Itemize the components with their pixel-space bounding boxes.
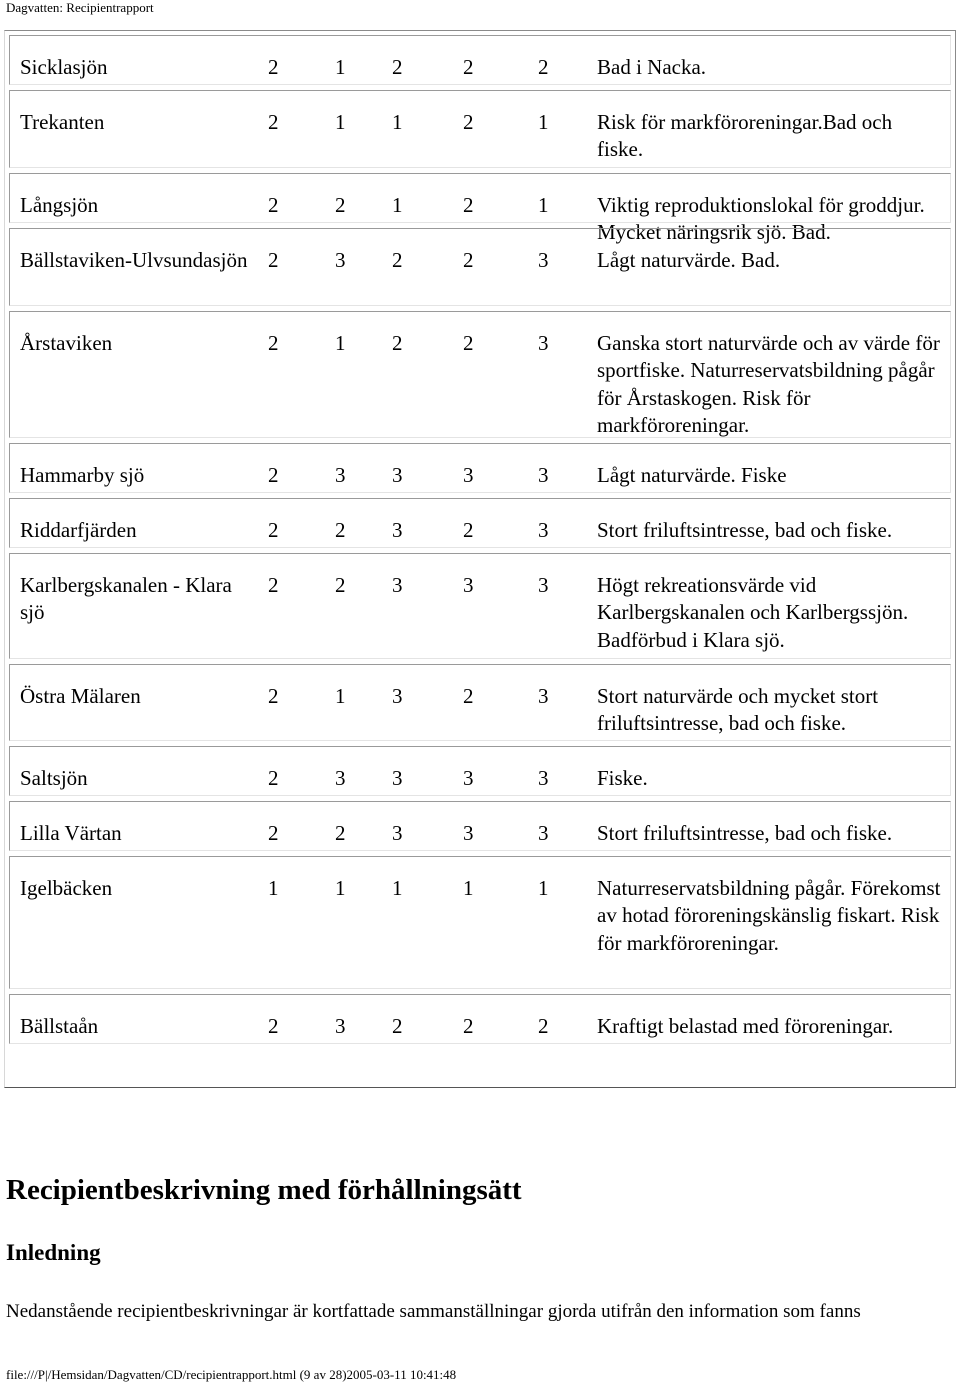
recipient-comment: Stort naturvärde och mycket stort friluftsintresse, bad och fiske. (597, 684, 879, 736)
recipient-comment: Lågt naturvärde. Bad. (597, 248, 781, 272)
recipient-name: Karlbergskanalen - Klara sjö (20, 573, 232, 625)
rating-value: 1 (538, 110, 549, 134)
rating-value: 3 (463, 573, 474, 597)
window-title: Dagvatten: Recipientrapport (6, 0, 154, 15)
rating-value: 3 (538, 518, 549, 542)
recipient-comment: Fiske. (597, 766, 648, 790)
rating-value: 2 (268, 684, 279, 708)
rating-value: 2 (538, 55, 549, 79)
rating-value: 1 (335, 684, 346, 708)
subheading: Inledning (6, 1240, 101, 1265)
table-row (5, 35, 955, 85)
recipient-comment: Stort friluftsintresse, bad och fiske. (597, 821, 893, 845)
recipient-name: Bällstaån (20, 1014, 99, 1038)
rating-value: 2 (268, 518, 279, 542)
rating-value: 3 (538, 331, 549, 355)
rating-value: 1 (463, 876, 474, 900)
table-row (5, 228, 955, 306)
footer-file-path: file:///P|/Hemsidan/Dagvatten/CD/recipientrapport.html (9 av 28)2005-03-11 10:41:48 (6, 1367, 457, 1382)
rating-value: 2 (268, 331, 279, 355)
rating-value: 2 (392, 248, 403, 272)
table-row (5, 994, 955, 1044)
rating-value: 1 (392, 110, 403, 134)
table-row (5, 443, 955, 493)
rating-value: 1 (268, 876, 279, 900)
recipient-comment: Risk för markföroreningar.Bad och fiske. (597, 110, 893, 162)
rating-value: 3 (392, 573, 403, 597)
rating-value: 3 (335, 766, 346, 790)
recipient-comment: Viktig reproduktionslokal för groddjur. Mycket näringsrik sjö. Bad. (597, 193, 925, 245)
recipient-name: Igelbäcken (20, 876, 113, 900)
recipient-name: Trekanten (20, 110, 105, 134)
rating-value: 3 (463, 821, 474, 845)
rating-value: 3 (392, 821, 403, 845)
rating-value: 2 (392, 55, 403, 79)
rating-value: 2 (268, 55, 279, 79)
rating-value: 3 (538, 766, 549, 790)
table-row (5, 498, 955, 548)
rating-value: 3 (335, 463, 346, 487)
recipient-comment: Lågt naturvärde. Fiske (597, 463, 787, 487)
table-row (5, 311, 955, 438)
rating-value: 3 (538, 573, 549, 597)
rating-value: 1 (335, 110, 346, 134)
table-row (5, 90, 955, 168)
rating-value: 3 (392, 463, 403, 487)
intro-paragraph: Nedanstående recipientbeskrivningar är kortfattade sammanställningar gjorda utifrån den information som fanns (6, 1301, 861, 1322)
table-row (5, 664, 955, 741)
recipient-name: Sicklasjön (20, 55, 108, 79)
table-row (5, 746, 955, 796)
rating-value: 1 (392, 876, 403, 900)
rating-value: 1 (538, 876, 549, 900)
rating-value: 2 (392, 331, 403, 355)
table-row (5, 801, 955, 851)
rating-value: 2 (268, 193, 279, 217)
rating-value: 2 (335, 518, 346, 542)
rating-value: 2 (335, 193, 346, 217)
rating-value: 2 (268, 248, 279, 272)
rating-value: 3 (392, 518, 403, 542)
table-row (5, 553, 955, 659)
table-row (5, 856, 955, 989)
rating-value: 3 (463, 766, 474, 790)
rating-value: 1 (335, 55, 346, 79)
rating-value: 2 (538, 1014, 549, 1038)
rating-value: 2 (463, 331, 474, 355)
recipient-name: Årstaviken (20, 331, 113, 355)
rating-value: 2 (463, 193, 474, 217)
recipient-comment: Kraftigt belastad med föroreningar. (597, 1014, 894, 1038)
rating-value: 2 (268, 463, 279, 487)
rating-value: 3 (392, 766, 403, 790)
section-heading: Recipientbeskrivning med förhållningsätt (6, 1174, 522, 1206)
rating-value: 1 (538, 193, 549, 217)
rating-value: 2 (268, 110, 279, 134)
recipient-table (4, 30, 956, 1088)
rating-value: 2 (268, 821, 279, 845)
recipient-name: Riddarfjärden (20, 518, 137, 542)
rating-value: 2 (392, 1014, 403, 1038)
rating-value: 1 (335, 876, 346, 900)
rating-value: 2 (335, 821, 346, 845)
recipient-comment: Naturreservatsbildning pågår. Förekomst av hotad föroreningskänslig fiskart. Risk för markföroreningar. (597, 876, 941, 955)
rating-value: 3 (463, 463, 474, 487)
rating-value: 2 (463, 1014, 474, 1038)
rating-value: 1 (392, 193, 403, 217)
rating-value: 3 (538, 821, 549, 845)
recipient-name: Hammarby sjö (20, 463, 145, 487)
recipient-name: Långsjön (20, 193, 99, 217)
rating-value: 2 (335, 573, 346, 597)
recipient-comment: Stort friluftsintresse, bad och fiske. (597, 518, 893, 542)
rating-value: 3 (335, 1014, 346, 1038)
rating-value: 3 (392, 684, 403, 708)
rating-value: 2 (463, 518, 474, 542)
table-row (5, 173, 955, 245)
rating-value: 3 (538, 463, 549, 487)
rating-value: 2 (268, 1014, 279, 1038)
rating-value: 2 (463, 55, 474, 79)
rating-value: 2 (268, 766, 279, 790)
recipient-comment: Ganska stort naturvärde och av värde för sportfiske. Naturreservatsbildning pågår för Årstaskogen. Risk för markföroreningar. (597, 331, 940, 437)
recipient-name: Bällstaviken-Ulvsundasjön (20, 248, 248, 272)
rating-value: 2 (463, 684, 474, 708)
recipient-name: Saltsjön (20, 766, 88, 790)
rating-value: 2 (463, 248, 474, 272)
rating-value: 3 (335, 248, 346, 272)
rating-value: 1 (335, 331, 346, 355)
recipient-name: Lilla Värtan (20, 821, 122, 845)
rating-value: 2 (463, 110, 474, 134)
recipient-comment: Bad i Nacka. (597, 55, 707, 79)
recipient-name: Östra Mälaren (20, 684, 141, 708)
rating-value: 3 (538, 248, 549, 272)
recipient-comment: Högt rekreationsvärde vid Karlbergskanalen och Karlbergssjön. Badförbud i Klara sjö. (597, 573, 909, 652)
rating-value: 2 (268, 573, 279, 597)
rating-value: 3 (538, 684, 549, 708)
